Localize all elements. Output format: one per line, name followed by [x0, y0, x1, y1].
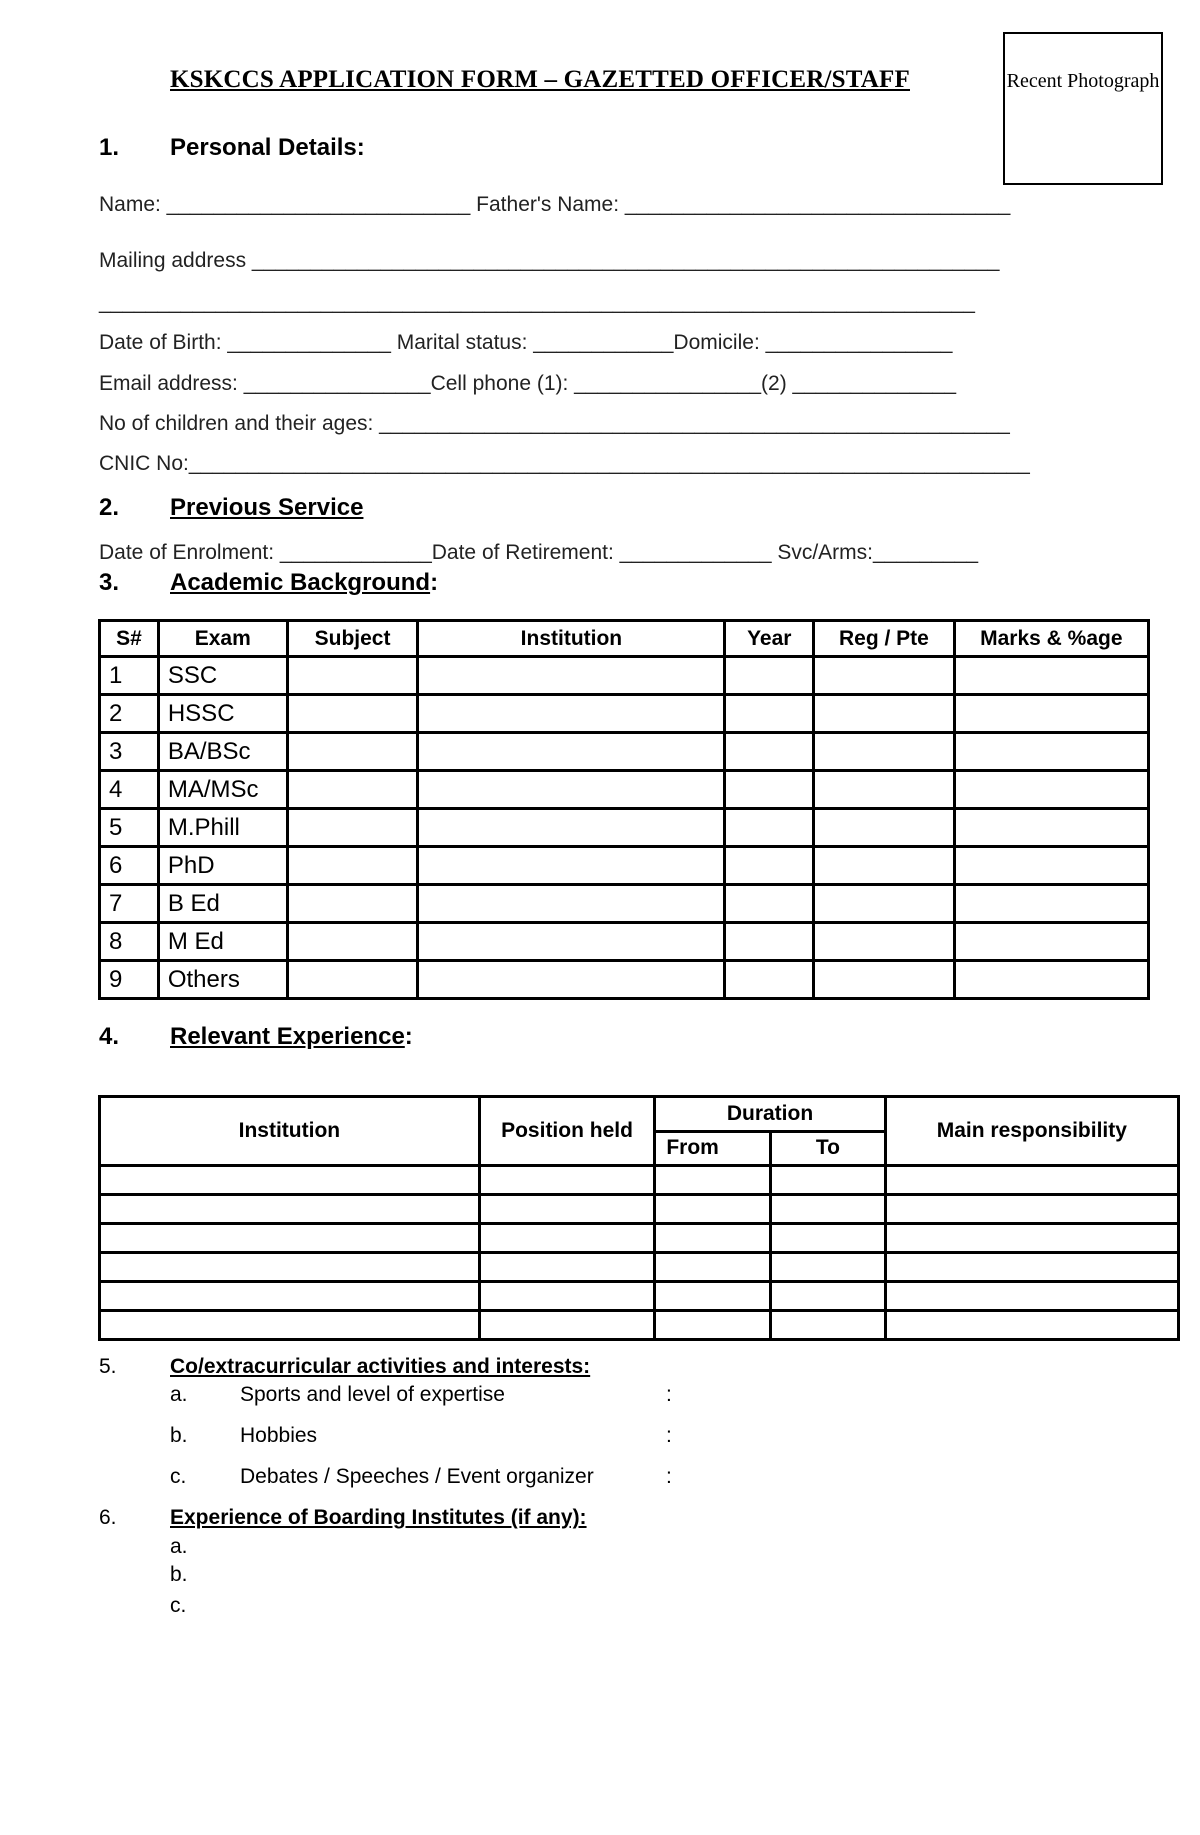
activity-a-label: Sports and level of expertise	[240, 1383, 505, 1406]
table-row	[100, 1253, 1179, 1282]
to-cell[interactable]	[771, 1195, 886, 1224]
section-3-number: 3.	[99, 569, 120, 596]
mailing-address-line-2[interactable]: ___________________________________________________________________________	[99, 291, 975, 314]
cnic-line[interactable]: CNIC No:________________________________________________________________________	[99, 452, 1030, 475]
section-4-title-text: Relevant Experience	[170, 1023, 405, 1050]
table-row	[100, 1224, 1179, 1253]
from-cell[interactable]	[655, 1224, 771, 1253]
reg-pte-cell[interactable]	[814, 771, 954, 809]
academic-table	[98, 619, 1150, 1000]
institution-cell[interactable]	[100, 1166, 480, 1195]
section-3-title-colon: :	[430, 569, 439, 596]
institution-cell[interactable]	[100, 1253, 480, 1282]
position-cell[interactable]	[479, 1224, 655, 1253]
marks-cell[interactable]	[954, 961, 1148, 999]
reg-pte-cell[interactable]	[814, 695, 954, 733]
institution-cell[interactable]	[418, 695, 725, 733]
responsibility-cell[interactable]	[885, 1224, 1178, 1253]
reg-pte-cell[interactable]	[814, 961, 954, 999]
section-1-number: 1.	[99, 134, 120, 161]
header-marks: Marks & %age	[954, 621, 1148, 657]
name-fathers-name-line[interactable]: Name: __________________________ Father's Name: _________________________________	[99, 193, 1011, 216]
responsibility-cell[interactable]	[885, 1311, 1178, 1340]
row-exam: M Ed	[158, 923, 287, 961]
section-4-title-colon: :	[404, 1023, 413, 1050]
institution-cell[interactable]	[100, 1311, 480, 1340]
header-position: Position held	[479, 1097, 655, 1166]
subject-cell[interactable]	[287, 809, 418, 847]
marks-cell[interactable]	[954, 885, 1148, 923]
from-cell[interactable]	[655, 1282, 771, 1311]
activity-c-colon[interactable]: :	[666, 1465, 672, 1488]
institution-cell[interactable]	[418, 961, 725, 999]
year-cell[interactable]	[725, 733, 814, 771]
boarding-item-b[interactable]: b.	[170, 1563, 188, 1586]
section-2-number: 2.	[99, 494, 120, 521]
header-duration: Duration	[655, 1097, 885, 1132]
year-cell[interactable]	[725, 695, 814, 733]
to-cell[interactable]	[771, 1282, 886, 1311]
from-cell[interactable]	[655, 1311, 771, 1340]
marks-cell[interactable]	[954, 923, 1148, 961]
row-exam: M.Phill	[158, 809, 287, 847]
table-row	[100, 695, 1149, 733]
reg-pte-cell[interactable]	[814, 885, 954, 923]
to-cell[interactable]	[771, 1166, 886, 1195]
header-institution: Institution	[418, 621, 725, 657]
institution-cell[interactable]	[100, 1224, 480, 1253]
row-exam: Others	[158, 961, 287, 999]
reg-pte-cell[interactable]	[814, 809, 954, 847]
section-1-title: Personal Details:	[170, 134, 365, 161]
academic-header-row	[100, 621, 1149, 657]
from-cell[interactable]	[655, 1195, 771, 1224]
experience-table	[98, 1095, 1180, 1341]
section-5-number: 5.	[99, 1355, 117, 1378]
table-row	[100, 809, 1149, 847]
row-sn: 3	[100, 733, 159, 771]
institution-cell[interactable]	[418, 771, 725, 809]
subject-cell[interactable]	[287, 771, 418, 809]
institution-cell[interactable]	[418, 885, 725, 923]
section-4-number: 4.	[99, 1023, 120, 1050]
section-3-title-text: Academic Background	[170, 569, 431, 596]
position-cell[interactable]	[479, 1195, 655, 1224]
marks-cell[interactable]	[954, 657, 1148, 695]
row-exam: PhD	[158, 847, 287, 885]
row-sn: 7	[100, 885, 159, 923]
row-exam: BA/BSc	[158, 733, 287, 771]
activity-a-letter: a.	[170, 1383, 188, 1406]
activity-b-letter: b.	[170, 1424, 188, 1447]
boarding-item-c[interactable]: c.	[170, 1594, 187, 1617]
activity-a-colon[interactable]: :	[666, 1383, 672, 1406]
row-exam: SSC	[158, 657, 287, 695]
year-cell[interactable]	[725, 885, 814, 923]
institution-cell[interactable]	[418, 847, 725, 885]
table-row	[100, 961, 1149, 999]
institution-cell[interactable]	[418, 733, 725, 771]
row-sn: 8	[100, 923, 159, 961]
subject-cell[interactable]	[287, 923, 418, 961]
responsibility-cell[interactable]	[885, 1195, 1178, 1224]
header-sn: S#	[100, 621, 159, 657]
header-to: To	[771, 1131, 886, 1166]
row-exam: B Ed	[158, 885, 287, 923]
row-exam: HSSC	[158, 695, 287, 733]
row-sn: 6	[100, 847, 159, 885]
section-4-title	[170, 1023, 413, 1051]
section-3-title	[170, 569, 438, 597]
table-row	[100, 1311, 1179, 1340]
table-row	[100, 1195, 1179, 1224]
activity-c-letter: c.	[170, 1465, 187, 1488]
institution-cell[interactable]	[418, 657, 725, 695]
email-cell-line[interactable]: Email address: ________________Cell phone (1): ________________(2) ______________	[99, 372, 957, 395]
table-row	[100, 657, 1149, 695]
section-6-number: 6.	[99, 1506, 117, 1529]
year-cell[interactable]	[725, 961, 814, 999]
header-institution: Institution	[100, 1097, 480, 1166]
header-subject: Subject	[287, 621, 418, 657]
year-cell[interactable]	[725, 809, 814, 847]
table-row	[100, 885, 1149, 923]
activity-c-label: Debates / Speeches / Event organizer	[240, 1465, 594, 1488]
subject-cell[interactable]	[287, 695, 418, 733]
reg-pte-cell[interactable]	[814, 923, 954, 961]
institution-cell[interactable]	[100, 1282, 480, 1311]
form-title: KSKCCS APPLICATION FORM – GAZETTED OFFICER/STAFF	[170, 66, 910, 93]
responsibility-cell[interactable]	[885, 1253, 1178, 1282]
row-sn: 5	[100, 809, 159, 847]
subject-cell[interactable]	[287, 961, 418, 999]
row-exam: MA/MSc	[158, 771, 287, 809]
position-cell[interactable]	[479, 1166, 655, 1195]
activity-b-label: Hobbies	[240, 1424, 318, 1447]
subject-cell[interactable]	[287, 657, 418, 695]
reg-pte-cell[interactable]	[814, 657, 954, 695]
institution-cell[interactable]	[418, 809, 725, 847]
marks-cell[interactable]	[954, 771, 1148, 809]
to-cell[interactable]	[771, 1224, 886, 1253]
header-exam: Exam	[158, 621, 287, 657]
institution-cell[interactable]	[100, 1195, 480, 1224]
header-from: From	[655, 1131, 771, 1166]
section-5-title: Co/extracurricular activities and interests:	[170, 1355, 591, 1378]
subject-cell[interactable]	[287, 733, 418, 771]
header-year: Year	[725, 621, 814, 657]
header-reg-pte: Reg / Pte	[814, 621, 954, 657]
table-row	[100, 923, 1149, 961]
subject-cell[interactable]	[287, 885, 418, 923]
section-6-title: Experience of Boarding Institutes (if any):	[170, 1506, 587, 1529]
position-cell[interactable]	[479, 1253, 655, 1282]
reg-pte-cell[interactable]	[814, 733, 954, 771]
institution-cell[interactable]	[418, 923, 725, 961]
position-cell[interactable]	[479, 1282, 655, 1311]
table-row	[100, 771, 1149, 809]
section-2-title: Previous Service	[170, 494, 364, 521]
to-cell[interactable]	[771, 1311, 886, 1340]
responsibility-cell[interactable]	[885, 1166, 1178, 1195]
marks-cell[interactable]	[954, 847, 1148, 885]
activity-b-colon[interactable]: :	[666, 1424, 672, 1447]
enrolment-retirement-line[interactable]: Date of Enrolment: _____________Date of Retirement: _____________ Svc/Arms:_________	[99, 541, 979, 564]
table-row	[100, 1282, 1179, 1311]
row-sn: 2	[100, 695, 159, 733]
experience-header-row	[100, 1097, 1179, 1132]
row-sn: 1	[100, 657, 159, 695]
marks-cell[interactable]	[954, 695, 1148, 733]
reg-pte-cell[interactable]	[814, 847, 954, 885]
year-cell[interactable]	[725, 847, 814, 885]
table-row	[100, 1166, 1179, 1195]
mailing-address-line[interactable]: Mailing address ________________________________________________________________	[99, 249, 1000, 272]
responsibility-cell[interactable]	[885, 1282, 1178, 1311]
marks-cell[interactable]	[954, 733, 1148, 771]
year-cell[interactable]	[725, 923, 814, 961]
children-line[interactable]: No of children and their ages: ______________________________________________________	[99, 412, 1010, 435]
header-responsibility: Main responsibility	[885, 1097, 1178, 1166]
year-cell[interactable]	[725, 657, 814, 695]
subject-cell[interactable]	[287, 847, 418, 885]
row-sn: 4	[100, 771, 159, 809]
row-sn: 9	[100, 961, 159, 999]
to-cell[interactable]	[771, 1253, 886, 1282]
from-cell[interactable]	[655, 1166, 771, 1195]
dob-marital-domicile-line[interactable]: Date of Birth: ______________ Marital status: ____________Domicile: ________________	[99, 331, 953, 354]
marks-cell[interactable]	[954, 809, 1148, 847]
table-row	[100, 847, 1149, 885]
year-cell[interactable]	[725, 771, 814, 809]
boarding-item-a[interactable]: a.	[170, 1535, 188, 1558]
photo-box[interactable]: Recent Photograph	[1003, 32, 1163, 185]
from-cell[interactable]	[655, 1253, 771, 1282]
position-cell[interactable]	[479, 1311, 655, 1340]
table-row	[100, 733, 1149, 771]
